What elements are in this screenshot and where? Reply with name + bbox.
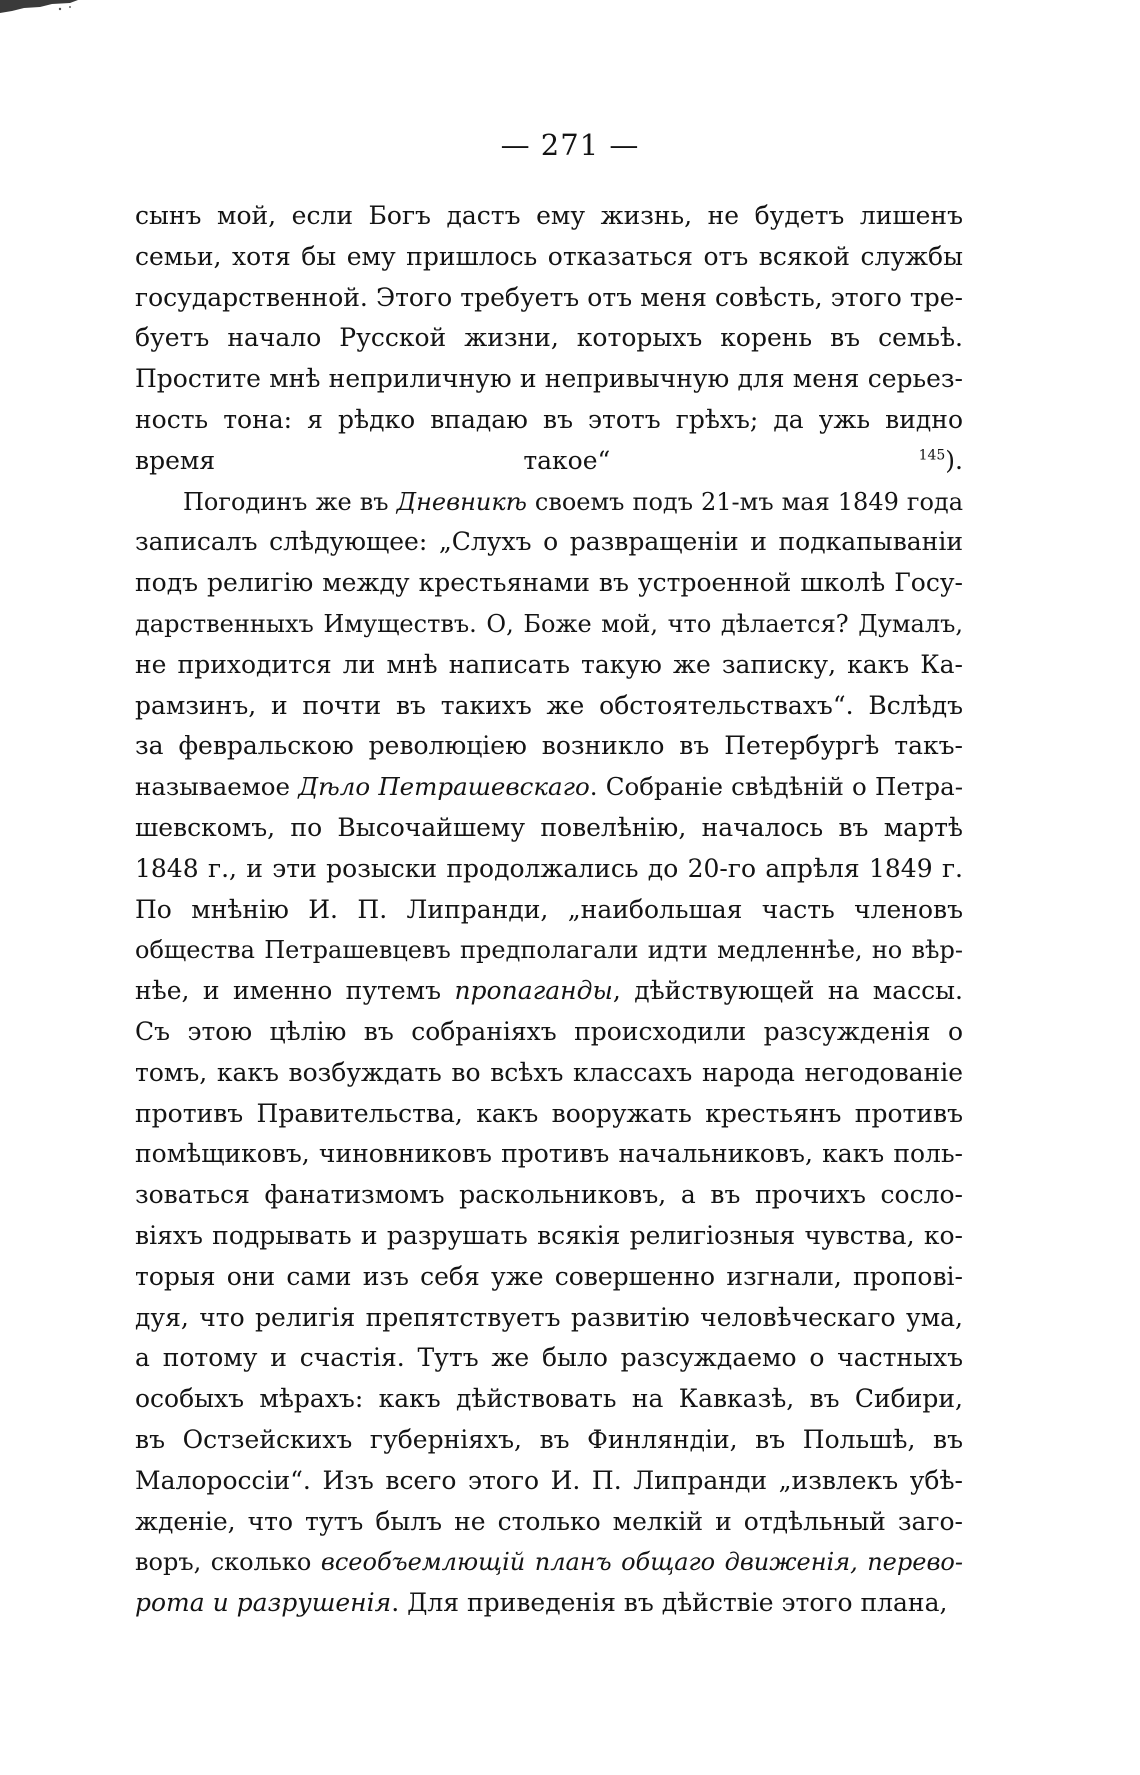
text-line: за февральскою революціею возникло въ Петербургѣ такъ-: [135, 731, 963, 761]
scan-edge-mark: [0, 0, 100, 14]
text-line: По мнѣнію И. П. Липранди, „наибольшая часть членовъ: [135, 894, 963, 924]
text-line: государственной. Этого требуетъ отъ меня совѣсть, этого тре-: [135, 282, 963, 312]
text-line: дуя, что религія препятствуетъ развитію человѣческаго ума,: [135, 1302, 963, 1332]
italic-run: рота и разрушенія: [135, 1588, 392, 1618]
text-run: Погодинъ же въ: [183, 487, 397, 516]
text-line: жденіе, что тутъ былъ не столько мелкій и отдѣльный заго-: [135, 1506, 963, 1536]
text-run: своемъ подъ 21-мъ мая 1849 года: [526, 487, 963, 516]
text-line: Съ этою цѣлію въ собраніяхъ происходили разсужденія о: [135, 1016, 963, 1046]
text-line: ность тона: я рѣдко впадаю въ этотъ грѣхъ; да ужь видно: [135, 404, 963, 434]
text-line: [135, 441, 963, 482]
footnote-marker: 145: [918, 447, 946, 464]
text-run: воръ, сколько: [135, 1548, 321, 1577]
text-line: [135, 1542, 963, 1583]
text-line: въ Остзейскихъ губерніяхъ, въ Финляндіи, въ Польшѣ, въ: [135, 1424, 963, 1454]
text-line: віяхъ подрывать и разрушать всякія религіозныя чувства, ко-: [135, 1220, 963, 1250]
text-line: Малороссіи“. Изъ всего этого И. П. Липранди „извлекъ убѣ-: [135, 1465, 963, 1495]
text-line: буетъ начало Русской жизни, которыхъ корень въ семьѣ.: [135, 323, 963, 353]
text-line: не приходится ли мнѣ написать такую же записку, какъ Ка-: [135, 649, 963, 679]
text-run: ).: [945, 445, 963, 475]
text-line: торыя они сами изъ себя уже совершенно изгнали, пропові-: [135, 1261, 963, 1291]
text-line: [135, 971, 963, 1012]
text-line: а потому и счастія. Тутъ же было разсуждаемо о частныхъ: [135, 1343, 963, 1373]
text-line: [135, 1583, 963, 1624]
text-run: время такое“: [135, 445, 919, 475]
italic-run: Дневникѣ: [396, 487, 527, 516]
text-line: противъ Правительства, какъ вооружать крестьянъ противъ: [135, 1098, 963, 1128]
text-line: зоваться фанатизмомъ раскольниковъ, а въ прочихъ сосло-: [135, 1180, 963, 1210]
body-text: [135, 196, 963, 1624]
page-number: — 271 —: [500, 128, 640, 162]
text-line: Простите мнѣ неприличную и непривычную для меня серьез-: [135, 364, 963, 394]
text-line: помѣщиковъ, чиновниковъ противъ начальниковъ, какъ поль-: [135, 1139, 963, 1169]
italic-run: Дѣло Петрашевскаго: [298, 772, 590, 802]
text-line: семьи, хотя бы ему пришлось отказаться отъ всякой службы: [135, 241, 963, 271]
italic-run: пропаганды: [454, 976, 613, 1006]
text-line: томъ, какъ возбуждать во всѣхъ классахъ народа негодованіе: [135, 1057, 963, 1087]
text-run: называемое: [135, 772, 299, 802]
text-line: [135, 767, 963, 808]
text-line: особыхъ мѣрахъ: какъ дѣйствовать на Кавказѣ, въ Сибири,: [135, 1384, 963, 1414]
text-line: общества Петрашевцевъ предполагали идти медленнѣе, но вѣр-: [135, 936, 963, 965]
text-run: . Для приведенія въ дѣйствіе этого плана,: [391, 1588, 948, 1618]
text-line: сынъ мой, если Богъ дастъ ему жизнь, не будетъ лишенъ: [135, 201, 963, 230]
text-line: 1848 г., и эти розыски продолжались до 20-го апрѣля 1849 г.: [135, 853, 963, 883]
text-line: подъ религію между крестьянами въ устроенной школѣ Госу-: [135, 568, 963, 598]
text-line: [135, 482, 963, 523]
text-line: записалъ слѣдующее: „Слухъ о развращеніи и подкапываніи: [135, 527, 963, 557]
text-run: нѣе, и именно путемъ: [135, 976, 455, 1006]
text-line: рамзинъ, и почти въ такихъ же обстоятельствахъ“. Вслѣдъ: [135, 690, 963, 720]
italic-run: всеобъемлющій планъ общаго движенія, перево-: [320, 1548, 963, 1577]
text-run: , дѣйствующей на массы.: [612, 976, 963, 1006]
text-line: шевскомъ, по Высочайшему повелѣнію, началось въ мартѣ: [135, 812, 963, 842]
text-run: . Собраніе свѣдѣній о Петра-: [589, 772, 963, 802]
text-line: дарственныхъ Имуществъ. О, Боже мой, что дѣлается? Думалъ,: [135, 609, 963, 638]
